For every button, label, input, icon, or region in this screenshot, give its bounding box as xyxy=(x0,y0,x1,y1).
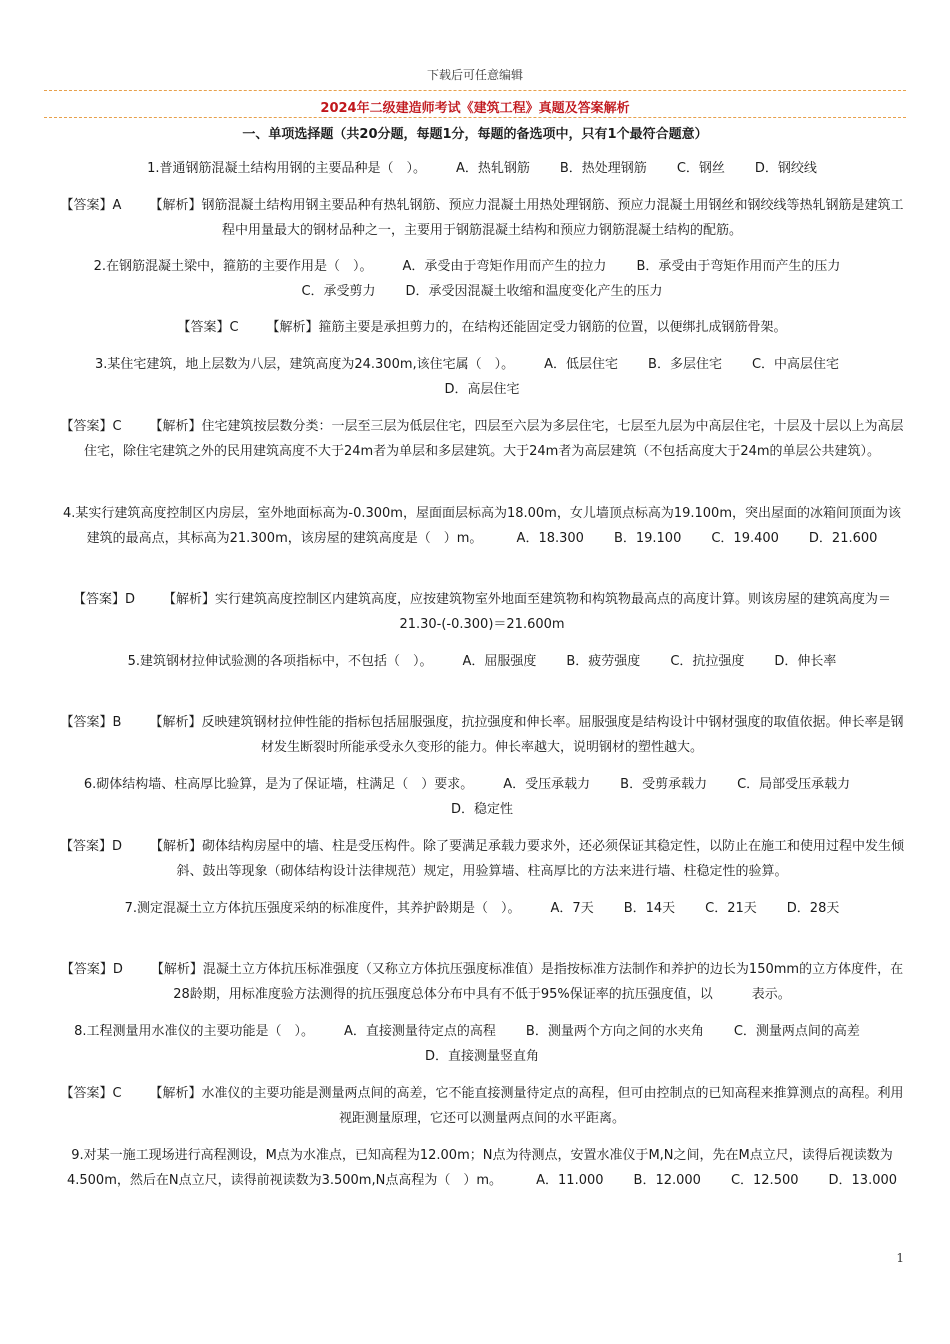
answer-label: 【答案】D xyxy=(72,592,135,607)
option-d: D．直接测量竖直角 xyxy=(424,1048,539,1064)
answer-label: 【答案】D xyxy=(59,839,122,854)
top-dashed-rule xyxy=(44,90,906,91)
answer-label: 【答案】C xyxy=(177,320,239,335)
option-d: D．28天 xyxy=(786,901,840,916)
answer-label: 【答案】B xyxy=(60,715,122,730)
option-a: A．受压承载力 xyxy=(503,777,591,792)
option-c: C．钢丝 xyxy=(676,161,725,176)
question-stem: 6.砌体结构墙、柱高厚比验算，是为了保证墙，柱满足（ ）要求。 xyxy=(83,777,474,792)
option-d: D．伸长率 xyxy=(774,654,837,669)
answer-label: 【答案】A xyxy=(60,198,122,213)
option-b: B．疲劳强度 xyxy=(566,654,641,669)
question-9 xyxy=(58,1144,906,1193)
option-c: C．12.500 xyxy=(730,1172,799,1188)
option-b: B．承受由于弯矩作用而产生的压力 xyxy=(636,259,841,274)
option-a: A．热轧钢筋 xyxy=(455,161,530,176)
option-a: A．直接测量待定点的高程 xyxy=(344,1024,496,1039)
option-b: B．19.100 xyxy=(613,530,682,546)
option-c: C．承受剪力 xyxy=(301,283,376,299)
option-a: A．11.000 xyxy=(536,1172,604,1188)
explanation: 【解析】实行建筑高度控制区内建筑高度，应按建筑物室外地面至建筑物和构筑物最高点的高度计算。则该房屋的建筑高度为＝21.30-(-0.300)＝21.600m xyxy=(163,592,892,632)
explanation: 【解析】反映建筑钢材拉伸性能的指标包括屈服强度，抗拉强度和伸长率。屈服强度是结构设计中钢材强度的取值依据。伸长率是钢材发生断裂时所能承受永久变形的能力。伸长率越大，说明钢材的塑性越大。 xyxy=(149,715,904,755)
question-stem: 3.某住宅建筑，地上层数为八层，建筑高度为24.300m,该住宅属（ ）。 xyxy=(94,357,515,372)
question-7 xyxy=(58,897,906,922)
option-a: A．低层住宅 xyxy=(544,357,619,372)
option-c: C．19.400 xyxy=(711,530,779,546)
question-stem: 7.测定混凝土立方体抗压强度采纳的标准度件，其养护龄期是（ ）。 xyxy=(124,901,521,916)
explanation: 【解析】砌体结构房屋中的墙、柱是受压构件。除了要满足承载力要求外，还必须保证其稳定性，以防止在施工和使用过程中发生倾斜、鼓出等现象（砌体结构设计法律规范）规定，用验算墙、柱高厚比的方法来进行墙、柱稳定性的验算。 xyxy=(150,839,905,879)
answer-5 xyxy=(58,711,906,760)
explanation: 【解析】混凝土立方体抗压标准强度（又称立方体抗压强度标准值）是指按标准方法制作和养护的边长为150mm的立方体度件，在28龄期，用标准度验方法测得的抗压强度总体分布中具有不低于95%保证率的抗压强度值，以 表示。 xyxy=(150,962,904,1002)
document-title: 2024年二级建造师考试《建筑工程》真题及答案解析 xyxy=(320,101,630,116)
question-stem: 8.工程测量用水准仪的主要功能是（ ）。 xyxy=(74,1024,314,1039)
option-d: D．高层住宅 xyxy=(444,381,520,397)
option-b: B．12.000 xyxy=(633,1172,701,1188)
option-d: D．承受因混凝土收缩和温度变化产生的压力 xyxy=(405,283,663,299)
question-2 xyxy=(58,255,906,304)
option-a: A．7天 xyxy=(550,901,594,916)
question-6 xyxy=(58,773,906,822)
option-c: C．中高层住宅 xyxy=(751,357,840,372)
option-a: A．承受由于弯矩作用而产生的拉力 xyxy=(402,259,607,274)
header-note: 下载后可任意编辑 xyxy=(426,68,523,82)
page-number: 1 xyxy=(896,1251,904,1265)
option-d: D．钢绞线 xyxy=(754,161,817,176)
explanation: 【解析】住宅建筑按层数分类：一层至三层为低层住宅，四层至六层为多层住宅，七层至九层为中高层住宅，十层及十层以上为高层住宅，除住宅建筑之外的民用建筑高度不大于24m者为单层和多层建筑。大于24m者为高层建筑（不包括高度大于24m的单层公共建筑）。 xyxy=(83,419,904,459)
option-d: D．21.600 xyxy=(808,530,878,546)
answer-label: 【答案】D xyxy=(60,962,123,977)
option-d: D．稳定性 xyxy=(450,801,513,817)
option-c: C．抗拉强度 xyxy=(670,654,745,669)
answer-label: 【答案】C xyxy=(60,1086,122,1101)
option-b: B．热处理钢筋 xyxy=(559,161,647,176)
answer-1 xyxy=(58,194,906,243)
answer-6 xyxy=(58,835,906,884)
explanation: 【解析】水准仪的主要功能是测量两点间的高差，它不能直接测量待定点的高程，但可由控制点的已知高程来推算测点的高程。利用视距测量原理，它还可以测量两点间的水平距离。 xyxy=(149,1086,904,1126)
question-3 xyxy=(58,353,906,402)
answer-3 xyxy=(58,415,906,464)
answer-8 xyxy=(58,1082,906,1131)
question-8 xyxy=(58,1020,906,1069)
option-b: B．14天 xyxy=(623,901,676,916)
option-c: C．测量两点间的高差 xyxy=(733,1024,860,1039)
explanation: 【解析】箍筋主要是承担剪力的，在结构还能固定受力钢筋的位置，以便绑扎成钢筋骨架。 xyxy=(266,320,787,335)
answer-4 xyxy=(58,588,906,637)
answer-label: 【答案】C xyxy=(60,419,122,434)
option-a: A．屈服强度 xyxy=(462,654,537,669)
question-stem: 1.普通钢筋混凝土结构用钢的主要品种是（ ）。 xyxy=(147,161,426,176)
question-stem: 4.某实行建筑高度控制区内房层，室外地面标高为-0.300m，屋面面层标高为18.00m，女儿墙顶点标高为19.100m，突出屋面的冰箱间顶面为该建筑的最高点，其标高为21.300m，该房屋的建筑高度是（ ）m。 xyxy=(62,506,901,546)
option-d: D．13.000 xyxy=(828,1172,898,1188)
question-1 xyxy=(58,157,906,182)
section-title: 一、单项选择题（共20分题，每题1分，每题的备选项中，只有1个最符合题意） xyxy=(242,127,708,142)
bottom-dashed-rule xyxy=(44,117,906,118)
question-4 xyxy=(58,502,906,551)
question-5 xyxy=(58,650,906,675)
option-b: B．受剪承载力 xyxy=(620,777,708,792)
question-stem: 5.建筑钢材拉伸试验测的各项指标中，不包括（ ）。 xyxy=(127,654,433,669)
question-stem: 2.在钢筋混凝土梁中，箍筋的主要作用是（ ）。 xyxy=(93,259,373,274)
option-b: B．多层住宅 xyxy=(648,357,722,372)
answer-7 xyxy=(58,958,906,1007)
answer-2 xyxy=(58,316,906,341)
question-stem: 9.对某一施工现场进行高程测设，M点为水准点，已知高程为12.00m；N点为待测点，安置水准仪于M,N之间，先在M点立尺，读得后视读数为4.500m，然后在N点立尺，读得前视读数为3.500m,N点高程为（ ）m。 xyxy=(66,1148,893,1188)
option-c: C．21天 xyxy=(705,901,757,916)
option-a: A．18.300 xyxy=(516,530,584,546)
option-c: C．局部受压承载力 xyxy=(737,777,851,792)
explanation: 【解析】钢筋混凝土结构用钢主要品种有热轧钢筋、预应力混凝土用热处理钢筋、预应力混凝土用钢丝和钢绞线等热轧钢筋是建筑工程中用量最大的钢材品种之一，主要用于钢筋混凝土结构和预应力钢筋混凝土结构的配筋。 xyxy=(149,198,904,238)
option-b: B．测量两个方向之间的水夹角 xyxy=(525,1024,704,1039)
